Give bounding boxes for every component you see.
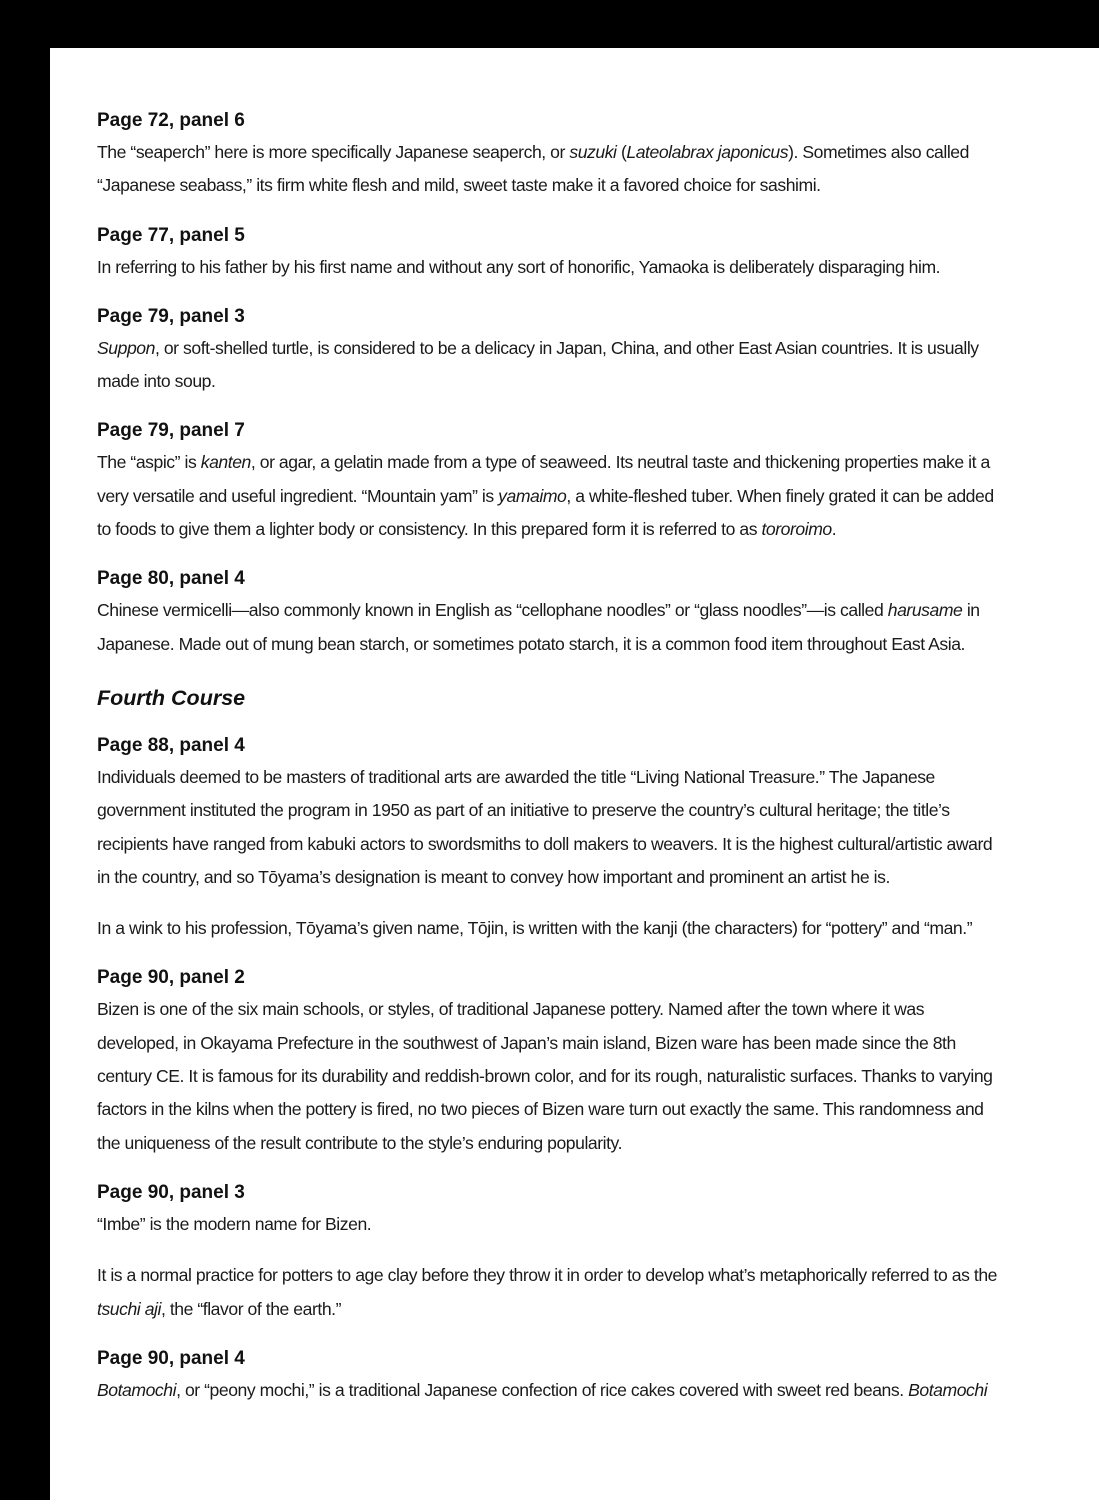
italic-term: tsuchi aji [97,1298,161,1319]
note-text-segment: It is a normal practice for potters to age clay before they throw it in order to develop what’s metaphorically referred to as the [97,1265,997,1286]
note-heading: Page 88, panel 4 [97,734,245,756]
note-text-segment: Chinese vermicelli—also commonly known in English as “cellophane noodles” or “glass noodles”—is called [97,600,888,621]
note-heading: Page 90, panel 4 [97,1347,245,1369]
italic-term: harusame [887,600,963,621]
notes-group-third-course [97,106,1002,661]
italic-term: suzuki [569,142,617,162]
note-text-segment: , or soft-shelled turtle, is considered to be a delicacy in Japan, China, and other East Asian countries. It is usually made into soup. [97,337,979,392]
note-paragraph [97,993,1002,1159]
note-text-segment: in Japanese. Made out of mung bean starch, or sometimes potato starch, it is a common food item throughout East Asia. [97,600,980,654]
note-heading: Page 77, panel 5 [97,224,245,246]
note-paragraph [97,1374,1002,1407]
note-heading: Page 90, panel 2 [97,967,245,989]
italic-term: Lateolabrax japonicus [626,142,789,162]
note-text-segment: Bizen is one of the six main schools, or styles, of traditional Japanese pottery. Named after the town where it was developed, in Okayama Prefecture in the southwest of Japan’s main island, Bizen ware has been made since the 8th century CE. It is famous for its durability and reddish-brown color, and for its rough, naturalistic surfaces. Thanks to varying factors in the kilns when the pottery is fired, no two pieces of Bizen ware turn out exactly the same. This randomness and the uniqueness of the result contribute to the style’s enduring popularity. [97,999,993,1153]
italic-term: tororoimo [761,519,832,540]
note-text-segment: , the “flavor of the earth.” [160,1298,341,1319]
note-text-segment: Individuals deemed to be masters of traditional arts are awarded the title “Living National Treasure.” The Japanese government instituted the program in 1950 as part of an initiative to preserve the country’s cultural heritage; the title’s recipients have ranged from kabuki actors to swordsmiths to doll makers to weavers. It is the highest cultural/artistic award in the country, and so Tōyama’s designation is meant to convey how important and prominent an artist he is. [97,766,993,887]
note-text-segment: , a white-fleshed tuber. When finely grated it can be added to foods to give them a lighter body or consistency. In this prepared form it is referred to as [97,485,994,540]
note-text-segment: In a wink to his profession, Tōyama’s given name, Tōjin, is written with the kanji (the characters) for “pottery” and “man.” [97,918,973,939]
document-page [50,48,1099,1500]
note-text-segment: ). Sometimes also called “Japanese seabass,” its firm white flesh and mild, sweet taste make it a favored choice for sashimi. [97,142,969,196]
note-paragraph [97,594,1002,661]
note-paragraph [97,1259,1002,1326]
italic-term: yamaimo [498,485,567,506]
note-heading: Page 72, panel 6 [97,110,245,131]
note-text-segment: ( [616,142,627,162]
note-paragraph [97,1208,1002,1241]
note-paragraph [97,332,1002,399]
note-paragraph [97,251,1002,284]
note-paragraph [97,136,1002,203]
note-text-segment: , or “peony mochi,” is a traditional Japanese confection of rice cakes covered with sweet red beans. [176,1379,909,1400]
notes-content [97,106,1002,1425]
note-text-segment: “Imbe” is the modern name for Bizen. [97,1213,372,1234]
note-heading: Page 80, panel 4 [97,568,245,590]
italic-term: Suppon [97,337,155,358]
note-heading: Page 79, panel 3 [97,305,245,327]
italic-term: kanten [200,452,251,473]
note-paragraph [97,912,1002,945]
note-text-segment: , or agar, a gelatin made from a type of seaweed. Its neutral taste and thickening properties make it a very versatile and useful ingredient. “Mountain yam” is [97,452,990,506]
note-paragraph [97,761,1002,894]
italic-term: Botamochi [97,1379,177,1400]
note-text-segment: In referring to his father by his first name and without any sort of honorific, Yamaoka is deliberately disparaging him. [97,256,941,277]
italic-term: Botamochi [908,1379,988,1400]
note-paragraph [97,446,1002,546]
note-heading: Page 79, panel 7 [97,420,245,442]
note-text-segment: The “seaperch” here is more specifically Japanese seaperch, or [97,142,570,162]
note-heading: Page 90, panel 3 [97,1181,245,1203]
section-heading: Fourth Course [97,685,246,710]
notes-group-fourth-course [97,731,1002,1407]
note-text-segment: . [831,519,837,540]
note-text-segment: The “aspic” is [97,452,201,473]
